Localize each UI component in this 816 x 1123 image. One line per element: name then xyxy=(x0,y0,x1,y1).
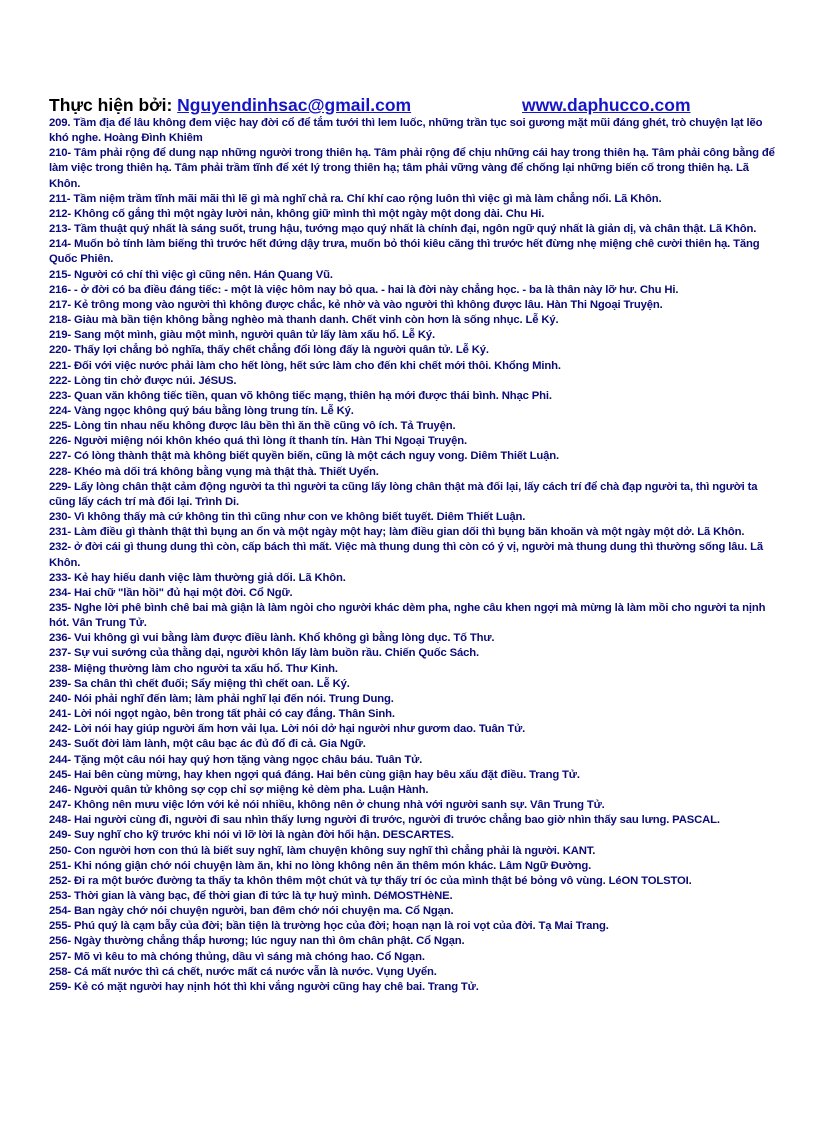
quote-entry: 255- Phú quý là cạm bẫy của đời; bần tiện là trường học của đời; hoạn nạn là roi vọt của đời. Tạ Mai Trang. xyxy=(49,920,609,933)
quote-entry: 240- Nói phải nghĩ đến làm; làm phải nghĩ lại đến nói. Trung Dung. xyxy=(49,692,394,705)
author-prefix: Thực hiện bởi: xyxy=(49,95,178,115)
quote-entry: 256- Ngày thường chẳng thắp hương; lúc nguy nan thì ôm chân phật. Cổ Ngạn. xyxy=(49,935,465,948)
quote-entry: 221- Đối với việc nước phải làm cho hết lòng, hết sức làm cho đến khi chết mới thôi. Khổng Minh. xyxy=(49,359,561,372)
quote-entry: 236- Vui không gì vui bằng làm được điều lành. Khổ không gì bằng lòng dục. Tố Thư. xyxy=(49,632,495,645)
quote-entry: 219- Sang một mình, giàu một mình, người quân tử lấy làm xấu hổ. Lễ Ký. xyxy=(49,329,435,342)
quote-entry: 253- Thời gian là vàng bạc, để thời gian đi tức là tự huỷ mình. DéMOSTHèNE. xyxy=(49,889,453,902)
quote-entry: 225- Lòng tin nhau nếu không được lâu bền thì ăn thề cũng vô ích. Tả Truyện. xyxy=(49,420,456,433)
quote-entry: 238- Miệng thường làm cho người ta xấu hổ. Thư Kinh. xyxy=(49,662,338,675)
quote-entry: 209. Tầm địa để lâu không đem việc hay đời cổ để tắm tưới thì lem luốc, những trần tục soi gương mặt mũi đáng ghét, trò chuyện lạt lẽo khó nghe. Hoàng Đình Khiêm xyxy=(49,117,763,145)
quote-entry: 211- Tầm niệm trầm tĩnh mãi mãi thì lẽ gì mà nghĩ chả ra. Chí khí cao rộng luôn thì việc gì mà làm chẳng nổi. Lã Khôn. xyxy=(49,192,662,205)
quote-entry: 227- Có lòng thành thật mà không biết quyền biến, cũng là một cách nguy vong. Diêm Thiết Luận. xyxy=(49,450,559,463)
quote-entry: 220- Thấy lợi chẳng bỏ nghĩa, thấy chết chẳng đổi lòng đấy là người quân tử. Lễ Ký. xyxy=(49,344,489,357)
quote-entry: 235- Nghe lời phê bình chê bai mà giận là làm ngòi cho người khác dèm pha, nghe câu khen ngợi mà mừng là làm mồi cho người ta nịnh hót. Vân Trung Tử. xyxy=(49,602,766,630)
quote-entry: 257- Mõ vì kêu to mà chóng thủng, dầu vì sáng mà chóng hao. Cổ Ngạn. xyxy=(49,950,425,963)
quote-entry: 224- Vàng ngọc không quý báu bằng lòng trung tín. Lễ Ký. xyxy=(49,404,354,417)
quote-entry: 242- Lời nói hay giúp người ấm hơn vải lụa. Lời nói dở hại người như gươm dao. Tuân Tử. xyxy=(49,723,526,736)
quote-entry: 250- Con người hơn con thú là biết suy nghĩ, làm chuyện không suy nghĩ thì chẳng phải là người. KANT. xyxy=(49,844,596,857)
quote-entry: 243- Suốt đời làm lành, một câu bạc ác đủ đổ đi cả. Gia Ngữ. xyxy=(49,738,366,751)
quote-entry: 233- Kẻ hay hiếu danh việc làm thường giả dối. Lã Khôn. xyxy=(49,571,346,584)
quote-entry: 241- Lời nói ngọt ngào, bên trong tất phải có cay đắng. Thân Sinh. xyxy=(49,708,395,721)
quote-entry: 222- Lòng tin chở được núi. JéSUS. xyxy=(49,374,237,387)
quote-entry: 244- Tặng một câu nói hay quý hơn tặng vàng ngọc châu báu. Tuân Tử. xyxy=(49,753,423,766)
quote-entry: 226- Người miệng nói khôn khéo quá thì lòng ít thanh tín. Hàn Thi Ngoại Truyện. xyxy=(49,435,467,448)
quote-entry: 259- Kẻ có mặt người hay nịnh hót thì khi vắng người cũng hay chê bai. Trang Tử. xyxy=(49,980,479,993)
quote-entry: 239- Sa chân thì chết đuối; Sẩy miệng thì chết oan. Lễ Ký. xyxy=(49,677,350,690)
quote-entry: 247- Không nên mưu việc lớn với kẻ nói nhiều, không nên ở chung nhà với người sanh sự. Vân Trung Tử. xyxy=(49,799,605,812)
quote-entry: 210- Tâm phải rộng để dung nạp những người trong thiên hạ. Tâm phải rộng để chịu những cái hay trong thiên hạ. Tâm phải công bằng để làm việc trong thiên hạ. Tâm phải trầm tĩnh để xét lý trong thiên hạ; tâm phải vững vàng để chống lại những biến cố trong thiên hạ. Lã Khôn. xyxy=(49,147,775,190)
quote-entry: 258- Cá mất nước thì cá chết, nước mất cá nước vẫn là nước. Vụng Uyển. xyxy=(49,965,437,978)
quote-entry: 218- Giàu mà bần tiện không bằng nghèo mà thanh danh. Chết vinh còn hơn là sống nhục. Lễ Ký. xyxy=(49,314,559,327)
quote-entry: 217- Kẻ trông mong vào người thì không được chắc, kẻ nhờ và vào người thì không được lâu. Hàn Thi Ngoại Truyện. xyxy=(49,298,663,311)
quote-entry: 232- ở đời cái gì thung dung thì còn, cấp bách thì mất. Việc mà thung dung thì còn có ý vị, người mà thung dung thì thường sống lâu. Lã Khôn. xyxy=(49,541,764,569)
quote-entry: 213- Tầm thuật quý nhất là sáng suốt, trung hậu, tướng mạo quý nhất là chính đại, ngôn ngữ quý nhất là giản dị, và chân thật. Lã Khôn. xyxy=(49,223,757,236)
quote-entry: 212- Không cố gắng thì một ngày lười nản, không giữ mình thì một ngày một dong dài. Chu Hi. xyxy=(49,207,545,220)
quote-entry: 251- Khi nóng giận chớ nói chuyện làm ăn, khi no lòng không nên ăn thêm món khác. Lâm Ngữ Đường. xyxy=(49,859,592,872)
quote-entry: 246- Người quân tử không sợ cọp chỉ sợ miệng kẻ dèm pha. Luận Hành. xyxy=(49,783,429,796)
quote-entry: 245- Hai bên cùng mừng, hay khen ngợi quá đáng. Hai bên cùng giận hay bêu xấu đặt điều. Trang Tử. xyxy=(49,768,580,781)
quote-entry: 214- Muốn bỏ tính làm biếng thì trước hết đứng dậy trưa, muốn bỏ thói kiêu căng thì trước hết đừng nhẹ miệng chê cười thiên hạ. Tăng Quốc Phiên. xyxy=(49,238,760,266)
website-link[interactable]: www.daphucco.com xyxy=(522,95,691,115)
quote-entry: 252- Đi ra một bước đường ta thấy ta khôn thêm một chút và tự thấy trí óc của mình thật bé bỏng vô vùng. LéON TOLSTOI. xyxy=(49,874,692,887)
quotes-list xyxy=(49,116,777,995)
quote-entry: 248- Hai người cùng đi, người đi sau nhìn thấy lưng người đi trước, người đi trước chẳng bao giờ nhìn thấy sau lưng. PASCAL. xyxy=(49,814,720,827)
quote-entry: 215- Người có chí thì việc gì cũng nên. Hán Quang Vũ. xyxy=(49,268,333,281)
author-email-link[interactable]: Nguyendinhsac@gmail.com xyxy=(177,95,412,115)
quote-entry: 254- Ban ngày chớ nói chuyện người, ban đêm chớ nói chuyện ma. Cổ Ngạn. xyxy=(49,905,454,918)
quote-entry: 216- - ở đời có ba điều đáng tiếc: - một là việc hôm nay bỏ qua. - hai là đời này chẳng học. - ba là thân này lỡ hư. Chu Hi. xyxy=(49,283,679,296)
quote-entry: 229- Lấy lòng chân thật cảm động người ta thì người ta cũng lấy lòng chân thật mà đối lại, lấy cách trí để chà đạp người ta, thì người ta cũng lấy cách trí mà đối lại. Trình Di. xyxy=(49,480,758,508)
quote-entry: 228- Khéo mà dối trá không bằng vụng mà thật thà. Thiết Uyển. xyxy=(49,465,379,478)
page-header xyxy=(49,94,769,116)
quote-entry: 237- Sự vui sướng của thằng dại, người khôn lấy làm buồn rầu. Chiến Quốc Sách. xyxy=(49,647,480,660)
quote-entry: 249- Suy nghĩ cho kỹ trước khi nói vì lỡ lời là ngàn đời hối hận. DESCARTES. xyxy=(49,829,454,842)
quote-entry: 223- Quan văn không tiếc tiền, quan võ không tiếc mạng, thiên hạ mới được thái bình. Nhạc Phi. xyxy=(49,389,552,402)
quote-entry: 234- Hai chữ "lần hồi" đủ hại một đời. Cổ Ngữ. xyxy=(49,586,293,599)
quote-entry: 231- Làm điều gì thành thật thì bụng an ổn và một ngày một hay; làm điều gian dối thì bụng băn khoăn và một ngày một dở. Lã Khôn. xyxy=(49,526,745,539)
quote-entry: 230- Vì không thấy mà cứ không tin thì cũng như con ve không biết tuyết. Diêm Thiết Luận. xyxy=(49,511,526,524)
